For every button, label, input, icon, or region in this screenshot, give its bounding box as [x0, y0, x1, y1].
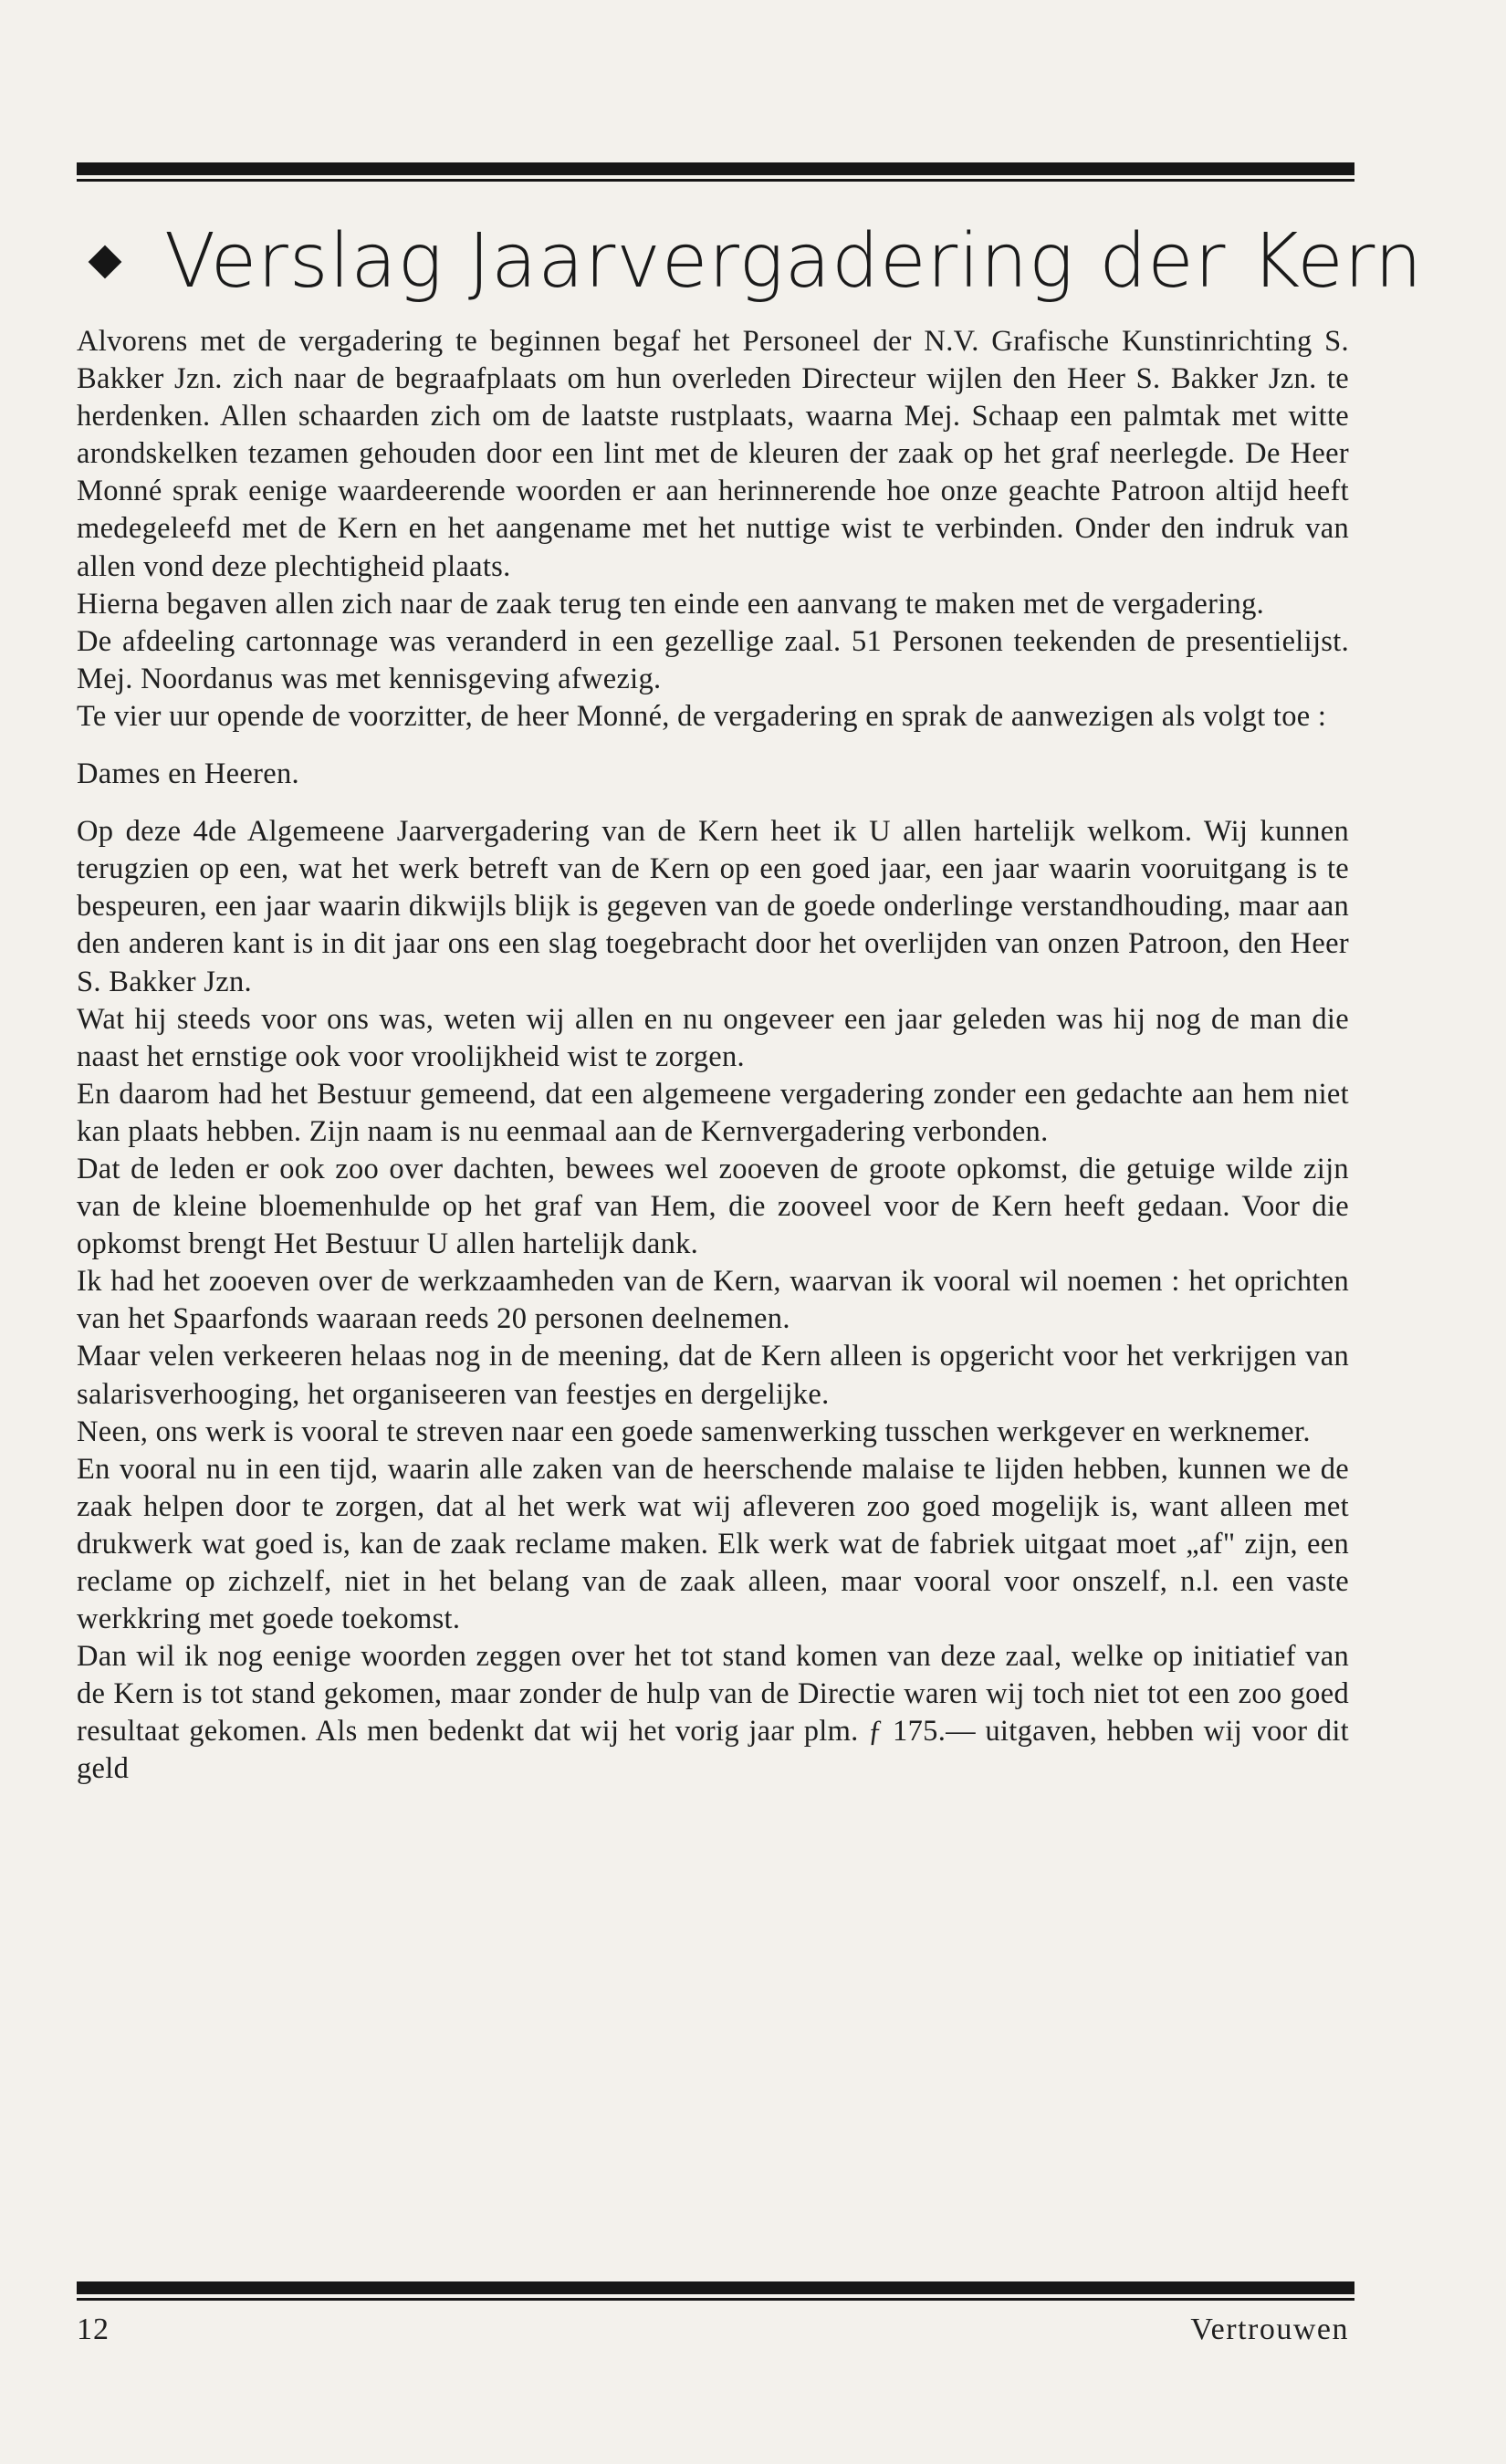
salutation: Dames en Heeren.	[77, 757, 299, 791]
paragraph: Dat de leden er ook zoo over dachten, bewees wel zooeven de groote opkomst, die getuige wilde zijn van de kleine bloemenhulde op het graf van Hem, die zooveel voor de Kern heeft gedaan. Voor die opkomst brengt Het Bestuur U allen hartelijk dank.	[77, 1152, 1349, 1261]
paragraph: Alvorens met de vergadering te beginnen begaf het Personeel der N.V. Grafische Kunstinrichting S. Bakker Jzn. zich naar de begraafplaats om hun overleden Directeur wijlen den Heer S. Bakker Jzn. te herdenken. Allen schaarden zich om de laatste rustplaats, waarna Mej. Schaap een palmtak met witte arondskelken tezamen gehouden door een lint met de kleuren der zaak op het graf neerlegde. De Heer Monné sprak eenige waardeerende woorden er aan herinnerende hoe onze geachte Patroon altijd heeft medegeleefd met de Kern en het aangename met het nuttige wist te verbinden. Onder den indruk van allen vond deze plechtigheid plaats.	[77, 325, 1349, 583]
paragraph: Neen, ons werk is vooral te streven naar een goede samenwerking tusschen werkgever en werknemer.	[77, 1415, 1311, 1448]
article-title: Verslag Jaarvergadering der Kern	[164, 218, 1423, 305]
page-number: 12	[77, 2313, 110, 2346]
article-body	[77, 323, 1349, 1789]
paragraph: Dan wil ik nog eenige woorden zeggen over het tot stand komen van deze zaal, welke op initiatief van de Kern is tot stand gekomen, maar zonder de hulp van de Directie waren wij toch niet tot een zoo goed resultaat gekomen. Als men bedenkt dat wij het vorig jaar plm. ƒ 175.— uitgaven, hebben wij voor dit geld	[77, 1640, 1349, 1786]
paragraph: Wat hij steeds voor ons was, weten wij allen en nu ongeveer een jaar geleden was hij nog de man die naast het ernstige ook voor vroolijkheid wist te zorgen.	[77, 1002, 1349, 1073]
paragraph: En daarom had het Bestuur gemeend, dat een algemeene vergadering zonder een gedachte aan hem niet kan plaats hebben. Zijn naam is nu eenmaal aan de Kernvergadering verbonden.	[77, 1077, 1349, 1148]
running-title: Vertrouwen	[1190, 2313, 1349, 2346]
paragraph: Hierna begaven allen zich naar de zaak terug ten einde een aanvang te maken met de vergadering.	[77, 587, 1265, 621]
diamond-ornament-icon	[89, 245, 122, 279]
top-rule	[77, 162, 1354, 175]
paragraph: En vooral nu in een tijd, waarin alle zaken van de heerschende malaise te lijden hebben, kunnen we de zaak helpen door te zorgen, dat al het werk wat wij afleveren zoo goed mogelijk is, want alleen met drukwerk wat goed is, kan de zaak reclame maken. Elk werk wat de fabriek uitgaat moet „af" zijn, een reclame op zichzelf, niet in het belang van de zaak alleen, maar vooral voor onszelf, n.l. een vaste werkkring met goede toekomst.	[77, 1452, 1349, 1636]
paragraph: Te vier uur opende de voorzitter, de heer Monné, de vergadering en sprak de aanwezigen als volgt toe :	[77, 699, 1327, 733]
paragraph: Ik had het zooeven over de werkzaamheden van de Kern, waarvan ik vooral wil noemen : het oprichten van het Spaarfonds waaraan reeds 20 personen deelnemen.	[77, 1265, 1349, 1336]
paragraph: Op deze 4de Algemeene Jaarvergadering van de Kern heet ik U allen hartelijk welkom. Wij kunnen terugzien op een, wat het werk betreft van de Kern op een goed jaar, een jaar waarin vooruitgang is te bespeuren, een jaar waarin dikwijls blijk is gegeven van de goede onderlinge verstandhouding, maar aan den anderen kant is in dit jaar ons een slag toegebracht door het overlijden van onzen Patroon, den Heer S. Bakker Jzn.	[77, 815, 1349, 998]
article-heading	[77, 212, 1423, 312]
bottom-rule	[77, 2281, 1354, 2294]
paragraph: De afdeeling cartonnage was veranderd in een gezellige zaal. 51 Personen teekenden de presentielijst. Mej. Noordanus was met kennisgeving afwezig.	[77, 624, 1349, 695]
paragraph: Maar velen verkeeren helaas nog in de meening, dat de Kern alleen is opgericht voor het verkrijgen van salarisverhooging, het organiseeren van feestjes en dergelijke.	[77, 1340, 1349, 1411]
